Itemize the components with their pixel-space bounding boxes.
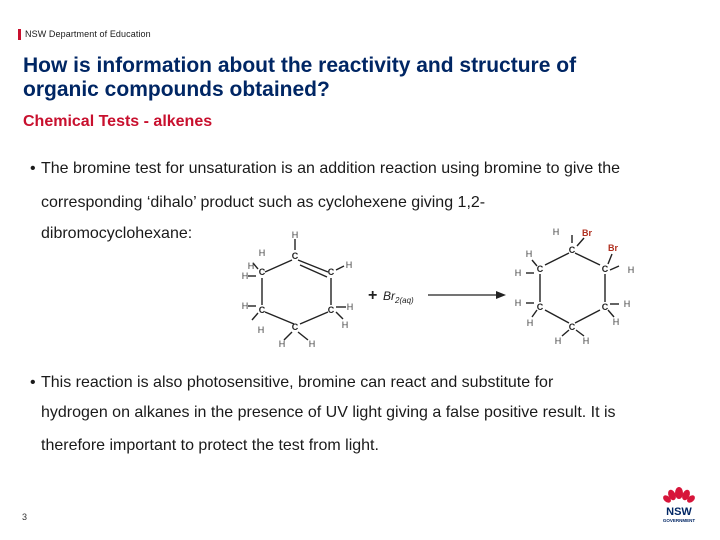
- atom-c: C: [536, 264, 544, 274]
- atom-h: H: [552, 227, 560, 237]
- bullet-1-marker: •: [30, 160, 36, 177]
- bromine-reagent: [383, 289, 414, 305]
- nsw-government-logo: [658, 484, 700, 526]
- atom-h: H: [308, 339, 316, 349]
- atom-h: H: [582, 336, 590, 346]
- logo-nsw-text: NSW: [666, 506, 692, 518]
- atom-h: H: [257, 325, 265, 335]
- bullet-2-line-1: This reaction is also photosensitive, bromine can react and substitute for: [41, 374, 554, 391]
- waratah-icon: [662, 487, 697, 504]
- bullet-1-line-2: corresponding ‘dihalo’ product such as cyclohexene giving 1,2-: [41, 194, 486, 211]
- slide-title: [23, 54, 683, 102]
- atom-br: Br: [582, 228, 593, 238]
- bullet-1-line-1: The bromine test for unsaturation is an addition reaction using bromine to give the: [41, 160, 620, 177]
- atom-h: H: [525, 249, 533, 259]
- atom-h: H: [241, 271, 249, 281]
- atom-c: C: [536, 302, 544, 312]
- atom-c: C: [327, 305, 335, 315]
- bullet-2-marker: •: [30, 374, 36, 391]
- reagent-subscript: 2(aq): [395, 296, 414, 305]
- atom-br: Br: [608, 243, 619, 253]
- logo-government-text: GOVERNMENT: [662, 518, 696, 523]
- atom-h: H: [346, 302, 354, 312]
- atom-h: H: [526, 318, 534, 328]
- bullet-2-line-2: hydrogen on alkanes in the presence of UV light giving a false positive result. It is: [41, 404, 616, 421]
- atom-h: H: [623, 299, 631, 309]
- atom-c: C: [568, 322, 576, 332]
- atom-h: H: [258, 248, 266, 258]
- atom-c: C: [258, 267, 266, 277]
- atom-h: H: [514, 298, 522, 308]
- plus-sign: +: [368, 287, 378, 304]
- atom-h: H: [291, 230, 299, 240]
- atom-h: H: [241, 301, 249, 311]
- bromination-reaction-diagram: [228, 220, 648, 355]
- atom-h: H: [247, 261, 255, 271]
- department-label: NSW Department of Education: [25, 29, 151, 39]
- atom-c: C: [568, 245, 576, 255]
- atom-c: C: [327, 267, 335, 277]
- arrow-head: [496, 291, 506, 299]
- product-bromines: [582, 228, 618, 253]
- atom-h: H: [627, 265, 635, 275]
- atom-h: H: [278, 339, 286, 349]
- bullet-2-line-3: therefore important to protect the test from light.: [41, 437, 379, 454]
- reagent-symbol: Br: [383, 289, 395, 303]
- slide-subtitle: Chemical Tests - alkenes: [23, 113, 213, 130]
- atom-c: C: [601, 302, 609, 312]
- page-number: 3: [22, 512, 28, 522]
- product-atoms: [537, 245, 609, 332]
- atom-c: C: [258, 305, 266, 315]
- atom-c: C: [291, 251, 299, 261]
- title-line-1: How is information about the reactivity and structure of: [23, 54, 577, 77]
- title-line-2: organic compounds obtained?: [23, 78, 330, 101]
- atom-c: C: [601, 264, 609, 274]
- cyclohexene-atoms: [259, 251, 335, 332]
- atom-h: H: [554, 336, 562, 346]
- atom-h: H: [341, 320, 349, 330]
- atom-h: H: [612, 317, 620, 327]
- header-accent-bar: [18, 29, 21, 40]
- bullet-1-line-3: dibromocyclohexane:: [41, 225, 193, 242]
- atom-h: H: [514, 268, 522, 278]
- atom-h: H: [345, 260, 353, 270]
- atom-c: C: [291, 322, 299, 332]
